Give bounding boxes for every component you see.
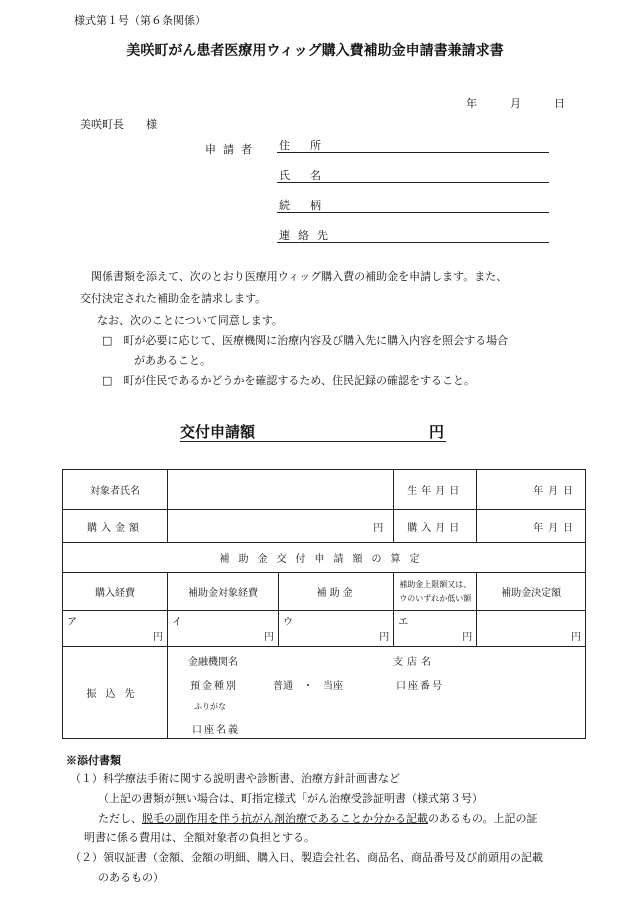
date-month: 月: [510, 97, 521, 110]
target-name-cell[interactable]: [168, 470, 394, 510]
cell-a[interactable]: [63, 611, 168, 647]
col-purchase-cost: 購入経費: [63, 573, 168, 611]
attachment-item-1: （１）科学療法手術に関する説明書や診断書、治療方針計画書など: [70, 772, 400, 785]
account-holder-label: 口座名義: [192, 725, 240, 736]
contact-field[interactable]: [277, 227, 549, 243]
requested-amount-label: 交付申請額: [180, 423, 256, 441]
dob-year: 年: [533, 486, 544, 497]
dob-day: 日: [563, 486, 573, 497]
body-line-2: 交付決定された補助金を請求します。: [80, 292, 267, 305]
condition-suffix: のあるもの。上記の証: [428, 812, 538, 825]
purchase-amount-label: 購入金額: [63, 510, 168, 543]
name-field[interactable]: [277, 167, 549, 183]
transfer-cell[interactable]: [168, 647, 586, 739]
relationship-label: 続柄: [279, 199, 341, 212]
applicant-label: 申請者: [205, 143, 259, 156]
purchase-month: 月: [548, 522, 559, 534]
yen-a: 円: [153, 632, 163, 643]
form-number: 様式第１号（第６条関係）: [74, 14, 206, 27]
requested-amount[interactable]: [180, 421, 446, 442]
account-number-label: 口座番号: [396, 681, 444, 692]
name-label: 氏名: [279, 169, 341, 182]
requested-amount-yen: 円: [428, 423, 444, 441]
purchase-year: 年: [533, 522, 544, 534]
body-line-1: 関係書類を添えて、次のとおり医療用ウィッグ購入費の補助金を申請します。また、: [80, 270, 508, 283]
purchase-date-cell[interactable]: [477, 510, 586, 543]
address-label: 住所: [279, 139, 341, 152]
letter-e: エ: [398, 617, 409, 628]
letter-u: ウ: [283, 617, 293, 628]
yen-decided: 円: [571, 632, 581, 643]
dob-cell[interactable]: [477, 470, 586, 510]
contact-label: 連絡先: [279, 229, 336, 242]
condition-prefix: ただし、: [98, 812, 142, 825]
transfer-label: 振込先: [63, 647, 168, 739]
bank-branch-label: 支店名: [393, 657, 435, 668]
date-day: 日: [554, 97, 565, 110]
yen-u: 円: [379, 632, 390, 643]
account-type-label: 預金種別: [190, 681, 238, 692]
consent-item-2[interactable]: □ 町が住民であるかどうかを確認するため、住民記録の確認をすること。: [102, 374, 475, 387]
account-type-options[interactable]: 普通 ・ 当座: [273, 681, 343, 692]
purchase-amount-cell[interactable]: [168, 510, 394, 543]
col-upper-limit: [394, 573, 477, 611]
letter-i: イ: [172, 617, 182, 628]
addressee: 美咲町長 様: [80, 118, 157, 131]
yen-i: 円: [264, 632, 274, 643]
col-eligible-cost: 補助金対象経費: [168, 573, 279, 611]
date-year: 年: [466, 97, 477, 110]
cell-decided[interactable]: [477, 611, 586, 647]
col-subsidy: 補助金: [279, 573, 394, 611]
attachments-heading: ※添付書類: [66, 754, 121, 767]
yen-e: 円: [462, 632, 473, 643]
col-upper-limit-l2: ウのいずれか低い額: [399, 593, 472, 603]
date-line: [466, 95, 565, 111]
col-decided: 補助金決定額: [477, 573, 586, 611]
purchase-date-label: 購入月日: [394, 510, 477, 543]
calc-header: 補助金交付申請額の算定: [63, 543, 586, 573]
consent-item-1-cont: がああること。: [134, 354, 211, 367]
target-name-label: 対象者氏名: [63, 470, 168, 510]
attachment-item-1-condition-l2: 明書に係る費用は、全額対象者の負担とする。: [84, 831, 315, 844]
attachment-item-2-l2: のあるもの）: [98, 871, 164, 884]
dob-month: 月: [548, 486, 559, 497]
cell-e[interactable]: [394, 611, 477, 647]
purchase-day: 日: [563, 522, 573, 534]
address-field[interactable]: [277, 137, 549, 153]
condition-underlined: 脱毛の副作用を伴う抗がん剤治療であることか分かる記載: [142, 812, 428, 825]
furigana-label: ふりがな: [194, 702, 226, 711]
cell-i[interactable]: [168, 611, 279, 647]
relationship-field[interactable]: [277, 197, 549, 213]
cell-u[interactable]: [279, 611, 394, 647]
page-title: 美咲町がん患者医療用ウィッグ購入費補助金申請書兼請求書: [126, 43, 504, 59]
dob-label: 生年月日: [394, 470, 477, 510]
consent-item-1[interactable]: □ 町が必要に応じて、医療機関に治療内容及び購入先に購入内容を照会する場合: [102, 334, 509, 347]
body-line-3: なお、次のことについて同意します。: [86, 314, 283, 327]
purchase-amount-yen: 円: [373, 522, 384, 534]
col-upper-limit-l1: 補助金上限額又は、: [399, 579, 472, 589]
attachment-item-1-note: （上記の書類が無い場合は、町指定様式「がん治療受診証明書（様式第３号）: [98, 792, 483, 805]
bank-institution-label: 金融機関名: [188, 657, 238, 668]
application-table: [62, 469, 586, 739]
attachment-item-2: （２）領収証書（金額、金額の明細、購入日、製造会社名、商品名、商品番号及び前頭用の記載: [70, 851, 543, 864]
letter-a: ア: [67, 617, 77, 628]
attachment-item-1-condition: [98, 811, 538, 826]
